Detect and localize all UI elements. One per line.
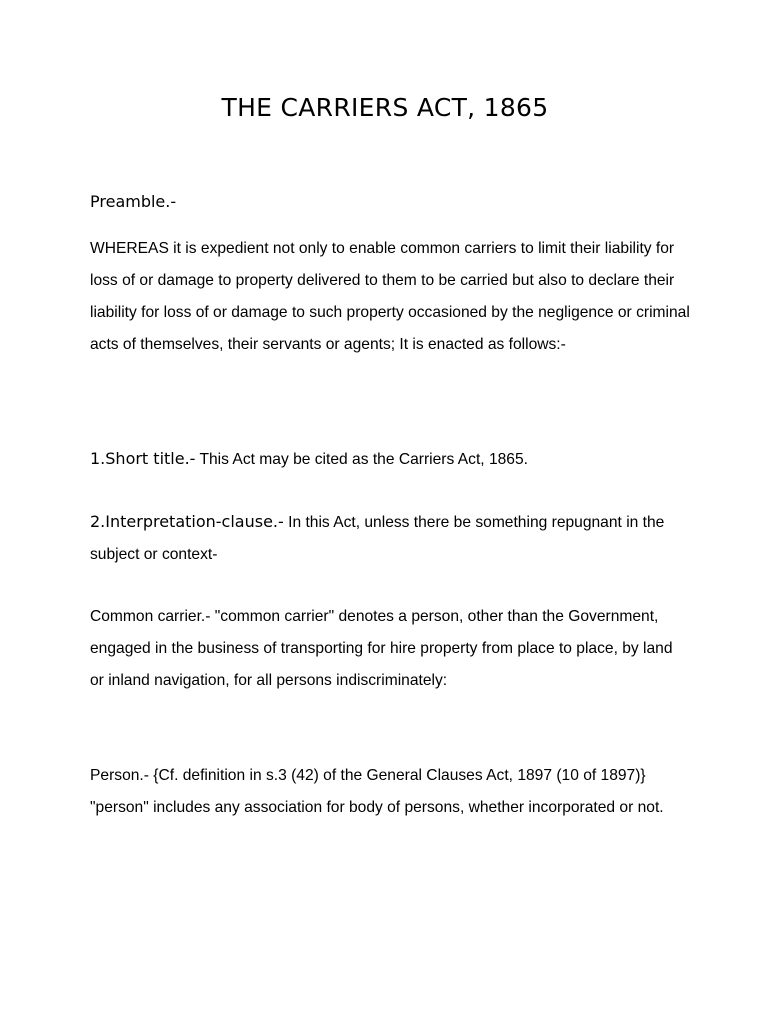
section-text: In this Act, unless there be something repugnant in the subject or context- [90, 514, 665, 563]
section-text: This Act may be cited as the Carriers Act, 1865. [195, 451, 528, 468]
preamble-text: WHEREAS it is expedient not only to enable common carriers to limit their liability for loss of or damage to property delivered to them to be carried but also to declare their liability for loss of or damage to such property occasioned by the negligence or criminal acts of themselves, their servants or agents; It is enacted as follows:- [90, 240, 690, 353]
section-short-title [90, 443, 690, 476]
definition-person: Person.- {Cf. definition in s.3 (42) of the General Clauses Act, 1897 (10 of 1897)} "person" includes any association for body of persons, whether incorporated or not. [90, 767, 664, 816]
section-heading: 2.Interpretation-clause.- [90, 512, 284, 531]
preamble-heading: Preamble.- [90, 192, 177, 211]
section-heading: 1.Short title.- [90, 449, 196, 468]
section-interpretation-clause [90, 506, 690, 571]
definition-common-carrier: Common carrier.- "common carrier" denotes a person, other than the Government, engaged in the business of transporting for hire property from place to place, by land or inland navigation, for all persons indiscriminately: [90, 608, 673, 689]
document-title: THE CARRIERS ACT, 1865 [221, 93, 549, 122]
